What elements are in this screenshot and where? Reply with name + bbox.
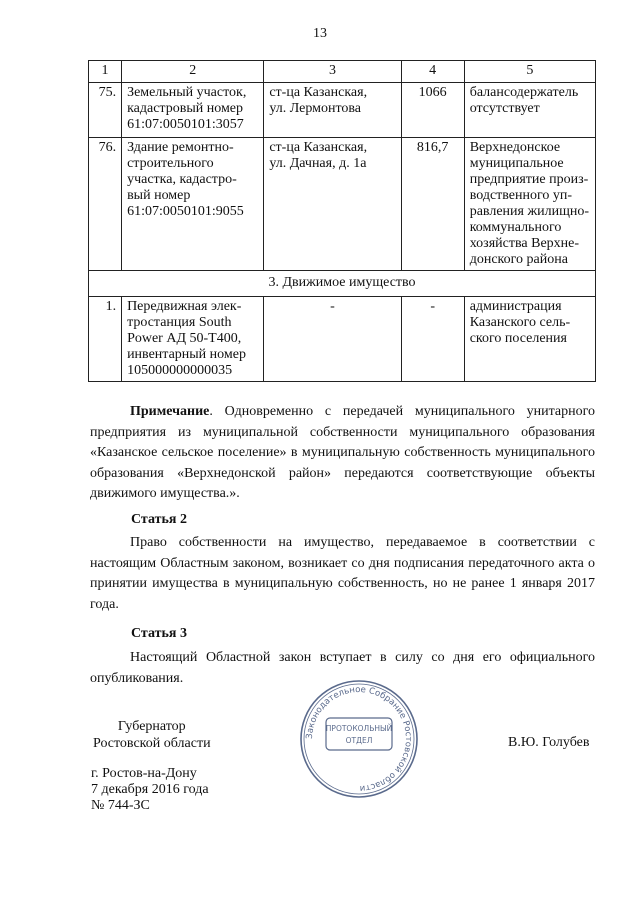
holder-line: равления жилищно- [469,204,590,219]
header-cell: 5 [464,61,595,83]
position-line: Ростовской области [93,736,211,751]
area-cell: 816,7 [401,138,464,271]
object-name-cell [122,138,264,271]
table-header-row [89,61,596,83]
holder-line: администрация [469,299,562,314]
object-name-line: строительного [127,156,214,171]
header-cell: 4 [401,61,464,83]
holder-line: предприятие произ- [469,172,589,187]
note-text: . Одновременно с передачей муниципального унитарного предприятия из муниципальной собственности муниципального образования «Казанское сельское поселение» в муниципальную собственность муниципального образования «Верхнедонской район» передаются соответствующие объекты движимого имущества.». [90,404,595,501]
row-number: 75. [89,83,122,138]
article-2-title: Статья 2 [131,512,187,527]
object-name-line: кадастровый номер [127,101,244,116]
address-line: ст-ца Казанская, [269,140,368,155]
header-cell: 1 [89,61,122,83]
table-row [89,297,596,382]
holder-line: Верхнедонское [469,140,561,155]
object-name-line: вый номер [127,188,191,203]
stamp-inner-text: ПРОТОКОЛЬНЫЙ [325,724,393,733]
signing-date: 7 декабря 2016 года [91,782,209,797]
object-name-line: 61:07:0050101:3057 [127,117,244,132]
stamp-inner-box [326,718,392,750]
area-cell: 1066 [401,83,464,138]
law-number: № 744-ЗС [91,798,150,813]
object-name-cell [122,83,264,138]
header-cell: 3 [264,61,401,83]
holder-cell [464,297,595,382]
holder-line: отсутствует [469,101,540,116]
holder-line: коммунального [469,220,562,235]
holder-cell [464,138,595,271]
property-table [88,60,596,382]
signatory-name: В.Ю. Голубев [508,735,590,750]
article-3-title: Статья 3 [131,626,187,641]
object-name-cell [122,297,264,382]
object-name-line: Здание ремонтно- [127,140,234,155]
section-row [89,271,596,297]
object-name-line: Передвижная элек- [127,299,242,314]
object-name-line: Земельный участок, [127,85,247,100]
note-paragraph [90,402,595,505]
table-row [89,83,596,138]
holder-cell [464,83,595,138]
holder-line: донского района [469,252,568,267]
object-name-line: 61:07:0050101:9055 [127,204,244,219]
address-line: ст-ца Казанская, [269,85,368,100]
holder-line: муниципальное [469,156,564,171]
address-line: ул. Дачная, д. 1а [269,156,367,171]
object-name-line: участка, кадастро- [127,172,237,187]
object-name-line: 105000000000035 [127,363,233,378]
row-number: 1. [89,297,122,382]
address-cell: - [264,297,401,382]
position-line: Губернатор [117,719,186,734]
area-cell: - [401,297,464,382]
header-cell: 2 [122,61,264,83]
holder-line: балансодержатель [469,85,579,100]
table-row [89,138,596,271]
address-cell [264,138,401,271]
stamp-ring-text: Законодательное Собрание Ростовской области [304,684,414,794]
article-3-text: Настоящий Областной закон вступает в силу со дня его официального опубликования. [90,650,595,686]
article-2-text: Право собственности на имущество, передаваемое в соответствии с настоящим Областным законом, возникает со дня подписания передаточного акта о принятии имущества в муниципальную собственность, но не ранее 1 января 2017 года. [90,535,595,612]
object-name-line: инвентарный номер [127,347,246,362]
note-label: Примечание [130,404,210,419]
holder-line: Казанского сель- [469,315,571,330]
signatory-position [93,718,211,752]
row-number: 76. [89,138,122,271]
page-number: 13 [313,26,327,41]
holder-line: хозяйства Верхне- [469,236,580,251]
object-name-line: тростанция South [127,315,232,330]
stamp-inner-text: ОТДЕЛ [345,736,373,745]
holder-line: ского поселения [469,331,567,346]
address-line: ул. Лермонтова [269,101,362,116]
official-stamp [298,678,420,800]
address-cell [264,83,401,138]
holder-line: водственного уп- [469,188,573,203]
place-date-block [91,766,209,814]
section-title: 3. Движимое имущество [89,271,596,297]
city: г. Ростов-на-Дону [91,766,197,781]
object-name-line: Power АД 50-Т400, [127,331,242,346]
